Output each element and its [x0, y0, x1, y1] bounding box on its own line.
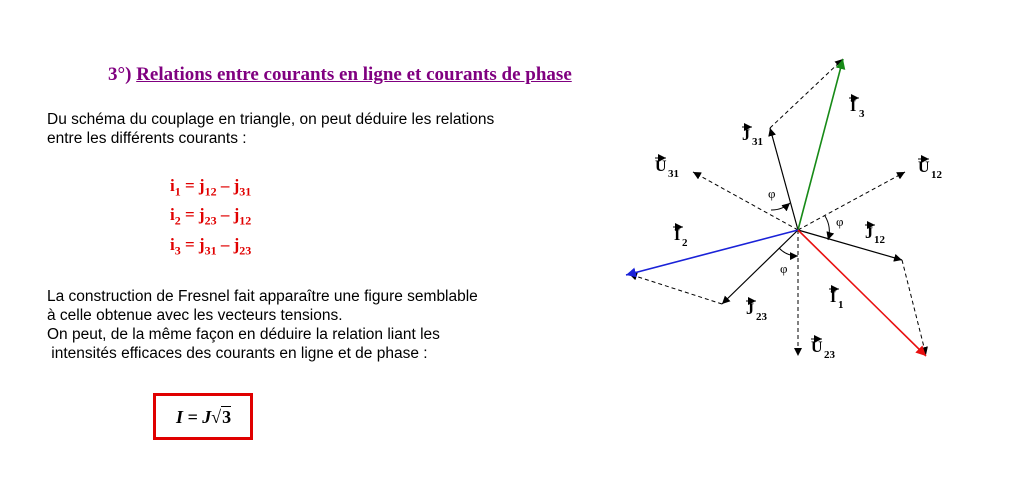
svg-text:I: I [850, 98, 857, 115]
svg-text:23: 23 [756, 311, 767, 323]
label-i3 [849, 98, 865, 120]
equation-i2: $i_2 = j_{23} - j_{12}$ [170, 205, 252, 228]
construction-j23-i2 [629, 274, 722, 304]
svg-text:31: 31 [668, 168, 679, 180]
phi-label-top: φ [768, 186, 776, 201]
label-u23 [811, 339, 836, 361]
construction-j12-i1 [902, 260, 926, 355]
label-i1 [829, 289, 844, 311]
intro-line: entre les différents courants : [47, 130, 247, 147]
section-number: 3°) [108, 64, 132, 85]
svg-text:23: 23 [824, 349, 835, 361]
svg-text:2: 2 [682, 237, 688, 249]
result-formula: I = J√3 [176, 407, 232, 427]
vector-u12 [798, 172, 905, 230]
svg-text:I: I [830, 289, 837, 306]
fresnel-line: à celle obtenue avec les vecteurs tensions. [47, 307, 343, 324]
svg-text:U: U [655, 158, 667, 175]
section-title-text: Relations entre courants en ligne et courants de phase [136, 64, 572, 85]
svg-text:12: 12 [931, 169, 942, 181]
svg-text:12: 12 [874, 234, 885, 246]
label-j23 [746, 301, 768, 323]
vector-i3 [798, 59, 843, 230]
phi-arc-right [825, 216, 829, 240]
label-j12 [865, 225, 886, 246]
equation-i1: $i_1 = j_{12} - j_{31}$ [170, 176, 252, 199]
fresnel-line: On peut, de la même façon en déduire la relation liant les [47, 326, 440, 343]
phi-label-right: φ [836, 214, 844, 229]
fresnel-line: intensités efficaces des courants en ligne et de phase : [47, 345, 428, 362]
svg-text:U: U [811, 339, 823, 356]
label-u12 [918, 159, 943, 181]
equation-i3: $i_3 = j_{31} - j_{23}$ [170, 234, 252, 258]
svg-text:1: 1 [838, 299, 844, 311]
svg-text:J: J [746, 301, 754, 318]
svg-text:31: 31 [752, 136, 763, 148]
intro-line: Du schéma du couplage en triangle, on peut déduire les relations [47, 111, 495, 128]
phi-arc-top [771, 203, 790, 210]
phi-label-bottom: φ [780, 261, 788, 276]
svg-text:U: U [918, 159, 930, 176]
svg-text:3: 3 [859, 108, 865, 120]
label-i2 [673, 227, 688, 249]
construction-j31-i3 [770, 59, 843, 128]
svg-text:J: J [865, 225, 873, 242]
vector-i2 [626, 230, 798, 275]
fresnel-line: La construction de Fresnel fait apparaître une figure semblable [47, 288, 478, 305]
vector-j31 [770, 128, 798, 230]
vector-u31 [693, 172, 798, 230]
label-u31 [655, 158, 679, 180]
phi-arc-bottom [779, 248, 798, 256]
label-j31 [742, 127, 763, 148]
svg-text:I: I [674, 227, 681, 244]
sqrt-sign: √ [211, 407, 222, 427]
svg-text:J: J [742, 127, 750, 144]
